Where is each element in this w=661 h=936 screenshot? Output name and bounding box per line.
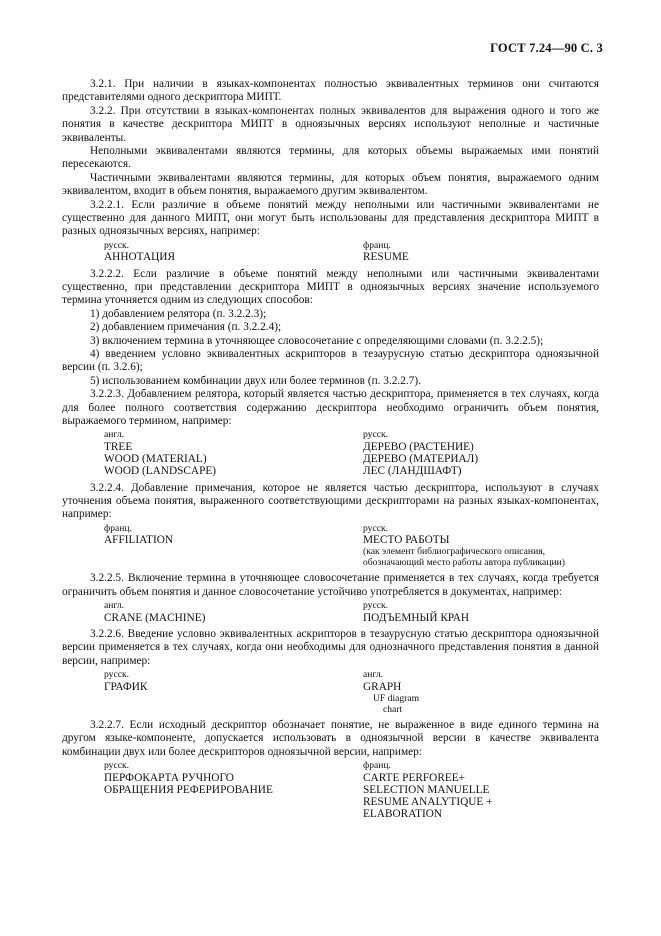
term: ОБРАЩЕНИЯ РЕФЕРИРОВАНИЕ bbox=[104, 783, 273, 796]
example-column-right bbox=[363, 430, 613, 477]
example-column-right bbox=[363, 241, 613, 264]
term: АННОТАЦИЯ bbox=[104, 251, 175, 264]
page-header: ГОСТ 7.24—90 С. 3 bbox=[490, 41, 603, 55]
ascriptor: chart bbox=[383, 703, 403, 715]
paragraph-3-2-1: 3.2.1. При наличии в языках-компонентах полностью эквивалентных терминов они считаются представителями одного дескриптора МИПТ. bbox=[62, 78, 599, 104]
language-label: русск. bbox=[363, 600, 389, 612]
term: ПОДЪЕМНЫЙ КРАН bbox=[363, 611, 470, 624]
example-column-right bbox=[363, 670, 613, 715]
list-item-1: 1) добавлением релятора (п. 3.2.2.3); bbox=[90, 307, 267, 320]
example-column-left bbox=[104, 241, 363, 264]
term: CRANE (MACHINE) bbox=[104, 611, 206, 624]
example-phrase bbox=[62, 601, 599, 624]
term: CARTE PERFOREE+ bbox=[363, 771, 466, 784]
language-label: русск. bbox=[363, 429, 389, 441]
list-item-3: 3) включением термина в уточняющее словосочетание с определяющими словами (п. 3.2.2.5); bbox=[90, 334, 544, 347]
language-label: англ. bbox=[104, 429, 125, 441]
paragraph-3-2-2-5: 3.2.2.5. Включение термина в уточняющее словосочетание применяется в тех случаях, когда требуется ограничить объем понятия и данное словосочетание устойчиво употребляется в документах, например: bbox=[62, 572, 599, 598]
term: AFFILIATION bbox=[104, 534, 174, 547]
term: WOOD (MATERIAL) bbox=[104, 453, 207, 466]
paragraph-3-2-2: 3.2.2. При отсутствии в языках-компонентах полных эквивалентов для выражения одного и того же понятия в качестве дескриптора МИПТ в одноязычных версиях используют неполные и частичные эквиваленты. bbox=[62, 104, 599, 144]
term: ДЕРЕВО (МАТЕРИАЛ) bbox=[363, 453, 479, 466]
language-label: франц. bbox=[363, 239, 391, 251]
example-column-left bbox=[104, 761, 363, 820]
language-label: русск. bbox=[363, 522, 389, 534]
list-item-5: 5) использованием комбинации двух или более терминов (п. 3.2.2.7). bbox=[90, 374, 421, 387]
language-label: франц. bbox=[104, 522, 132, 534]
document-body bbox=[62, 78, 599, 824]
example-column-right bbox=[363, 601, 613, 624]
ascriptor: UF diagram bbox=[373, 692, 420, 704]
term: WOOD (LANDSCAPE) bbox=[104, 465, 217, 478]
paragraph-3-2-2-2: 3.2.2.2. Если различие в объеме понятий между неполными или частичными эквивалентами существенно, при представлении дескриптора МИПТ в одноязычных версиях значение используемого термина уточняется одним из следующих способов: bbox=[62, 267, 599, 307]
example-relator bbox=[62, 430, 599, 477]
example-column-right bbox=[363, 524, 613, 569]
example-column-left bbox=[104, 670, 363, 715]
example-column-left bbox=[104, 524, 363, 569]
paragraph-3-2-2-4: 3.2.2.4. Добавление примечания, которое не является частью дескриптора, используют в случаях уточнения объема понятия, выраженного соответствующими дескрипторами на разных языках-компонентах, например: bbox=[62, 481, 599, 521]
note: (как элемент библиографического описания, bbox=[363, 546, 546, 558]
language-label: англ. bbox=[104, 600, 125, 612]
example-column-left bbox=[104, 430, 363, 477]
paragraph-3-2-2-1: 3.2.2.1. Если различие в объеме понятий между неполными или частичными эквивалентами не существенно для данного МИПТ, они могут быть использованы для представления дескриптора МИПТ в разных одноязычных версиях, например: bbox=[62, 198, 599, 238]
example-combination bbox=[62, 761, 599, 820]
paragraph-incomplete-equivalents: Неполными эквивалентами являются термины, для которых объемы выражаемых ими понятий пересекаются. bbox=[62, 145, 599, 171]
term: GRAPH bbox=[363, 680, 402, 693]
paragraph-3-2-2-7: 3.2.2.7. Если исходный дескриптор обозначает понятие, не выраженное в виде единого термина на другом языке-компоненте, допускается использовать в одноязычной версии в качестве эквивалента комбинации двух или более дескрипторов одноязычной версии, например: bbox=[62, 718, 599, 758]
example-column-right bbox=[363, 761, 613, 820]
term: RESUME bbox=[363, 251, 409, 264]
paragraph-3-2-2-6: 3.2.2.6. Введение условно эквивалентных аскрипторов в тезаурусную статью дескриптора одноязычной версии применяется в тех случаях, когда они необходимы для однозначного представления понятия в данной версии, например: bbox=[62, 628, 599, 667]
language-label: англ. bbox=[363, 669, 384, 681]
paragraph-3-2-2-3: 3.2.2.3. Добавлением релятора, который является частью дескриптора, применяется в тех случаях, когда для более полного соответствия содержанию дескриптора необходимо ограничить объем понятия, выражаемого термином, например: bbox=[62, 388, 599, 428]
example-note bbox=[62, 524, 599, 569]
language-label: русск. bbox=[104, 239, 130, 251]
paragraph-partial-equivalents: Частичными эквивалентами являются термины, для которых объем понятия, выражаемого одним эквивалентом, входит в объем понятия, выражаемого другим эквивалентом. bbox=[62, 171, 599, 198]
term: ELABORATION bbox=[363, 808, 443, 821]
term: RESUME ANALYTIQUE + bbox=[363, 796, 493, 809]
list-item-4: 4) введением условно эквивалентных аскрипторов в тезаурусную статью дескриптора одноязычной версии (п. 3.2.6); bbox=[62, 348, 599, 374]
term: SELECTION MANUELLE bbox=[363, 783, 490, 796]
term: МЕСТО РАБОТЫ bbox=[363, 534, 450, 547]
list-item-2: 2) добавлением примечания (п. 3.2.2.4); bbox=[90, 321, 282, 334]
note: обозначающий место работы автора публикации) bbox=[363, 557, 565, 569]
language-label: франц. bbox=[363, 760, 391, 772]
term: ГРАФИК bbox=[104, 680, 148, 693]
term: ПЕРФОКАРТА РУЧНОГО bbox=[104, 771, 234, 784]
language-label: русск. bbox=[104, 760, 130, 772]
example-annotation bbox=[62, 241, 599, 264]
example-ascriptors bbox=[62, 670, 599, 715]
term: ДЕРЕВО (РАСТЕНИЕ) bbox=[363, 440, 474, 453]
term: TREE bbox=[104, 440, 133, 453]
language-label: русск. bbox=[104, 669, 130, 681]
term: ЛЕС (ЛАНДШАФТ) bbox=[363, 465, 462, 478]
example-column-left bbox=[104, 601, 363, 624]
